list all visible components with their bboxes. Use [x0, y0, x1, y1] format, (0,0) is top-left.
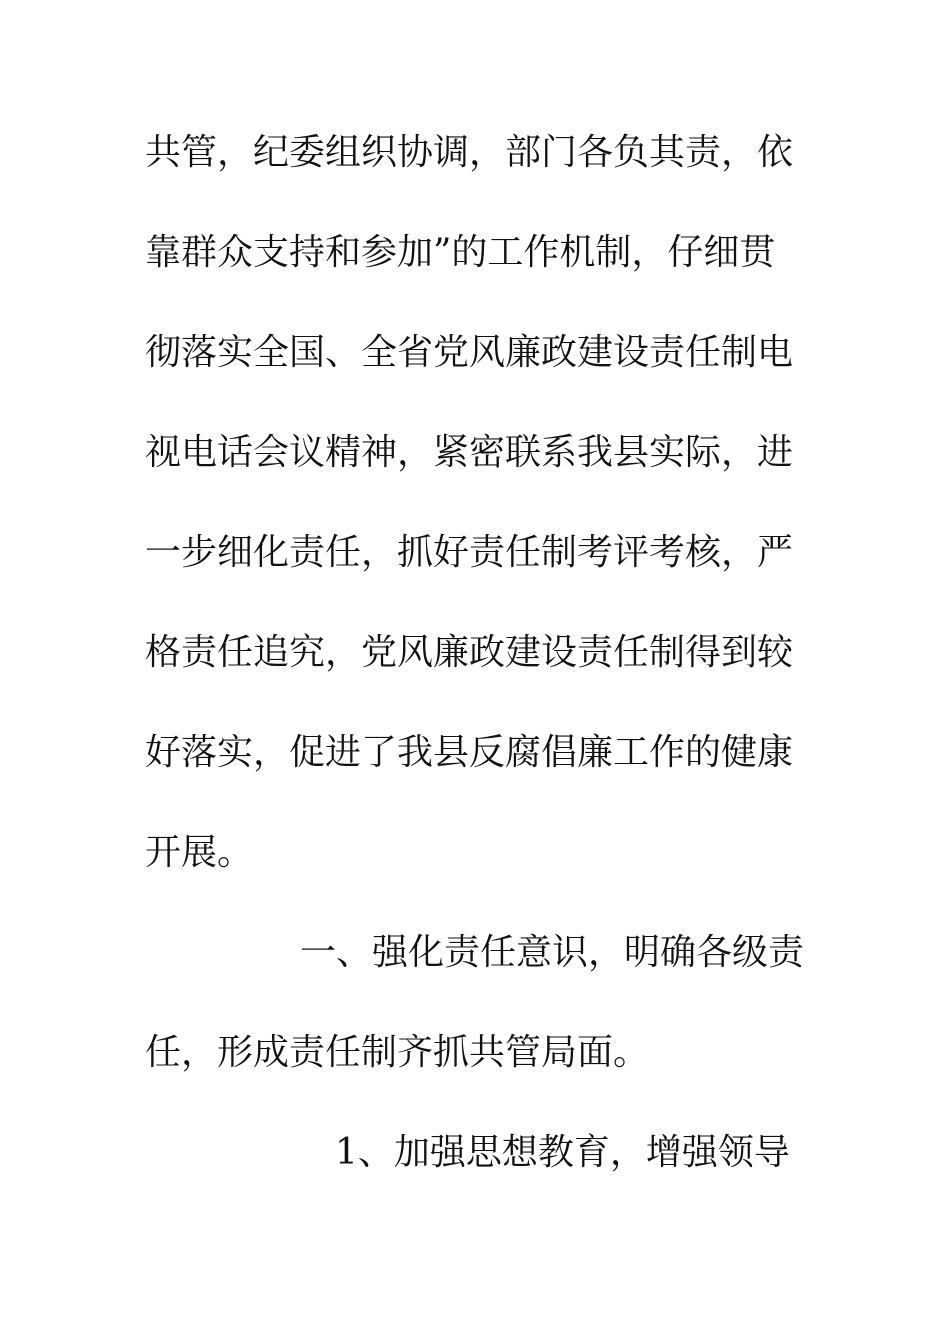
- paragraph-line: 好落实，促进了我县反腐倡廉工作的健康: [145, 732, 794, 773]
- paragraph-line: 开展。: [145, 832, 254, 873]
- paragraph-line: 彻落实全国、全省党风廉政建设责任制电: [145, 332, 794, 373]
- paragraph-line: 视电话会议精神，紧密联系我县实际，进: [145, 432, 794, 473]
- paragraph-line: 靠群众支持和参加”的工作机制，仔细贯: [145, 232, 776, 273]
- section-heading-line-1: 一、强化责任意识，明确各级责: [300, 932, 805, 973]
- subsection-heading: 1、加强思想教育，增强领导: [335, 1132, 790, 1173]
- paragraph-line: 共管，纪委组织协调，部门各负其责，依: [145, 132, 794, 173]
- paragraph-line: 一步细化责任，抓好责任制考评考核，严: [145, 532, 794, 573]
- section-heading-line-2: 任，形成责任制齐抓共管局面。: [145, 1032, 650, 1073]
- paragraph-line: 格责任追究，党风廉政建设责任制得到较: [145, 632, 794, 673]
